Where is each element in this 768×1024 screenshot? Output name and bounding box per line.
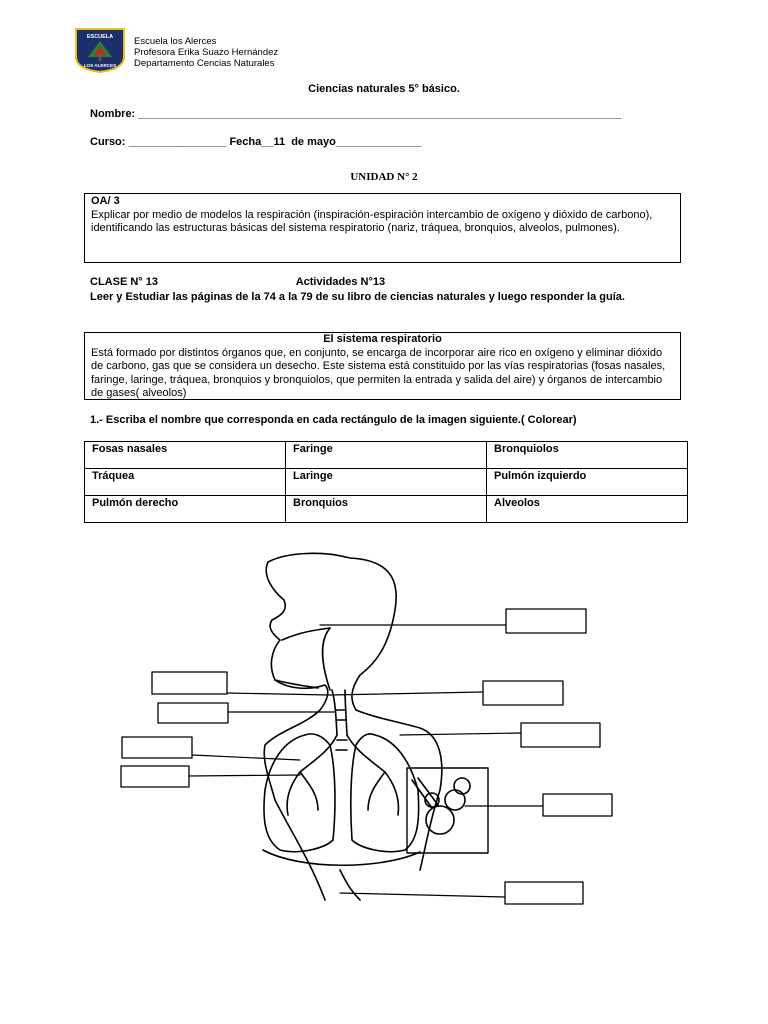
- respiratory-diagram: [118, 548, 618, 910]
- table-cell: Fosas nasales: [85, 442, 286, 469]
- class-number: CLASE N° 13: [90, 276, 158, 288]
- name-field[interactable]: Nombre: _______________________________________________________________________________: [90, 108, 622, 120]
- class-line: [90, 276, 385, 288]
- school-header: [134, 36, 278, 69]
- info-box-title: El sistema respiratorio: [323, 333, 442, 345]
- unit-heading: UNIDAD N° 2: [350, 171, 418, 183]
- table-cell: Laringe: [286, 469, 487, 496]
- table-cell: Alveolos: [487, 496, 688, 523]
- info-box-text: Está formado por distintos órganos que, en conjunto, se encarga de incorporar aire rico en oxígeno y eliminar dióxido de carbono, gas que se considera un desecho. Este sistema está constituido por las vías respiratorias (fosas nasales, faringe, laringe, tráquea, bronquios y bronquiolos, que permiten la entrada y salida del aire) y órganos de intercambio de gases( alveolos): [91, 346, 666, 399]
- department-name: Departamento Cencias Naturales: [134, 58, 275, 69]
- table-cell: Bronquiolos: [487, 442, 688, 469]
- table-cell: Faringe: [286, 442, 487, 469]
- school-logo: [74, 27, 126, 73]
- svg-text:ESCUELA: ESCUELA: [86, 34, 114, 40]
- page-title: Ciencias naturales 5° básico.: [308, 83, 460, 95]
- table-cell: Tráquea: [85, 469, 286, 496]
- objective-label: OA/ 3: [91, 195, 120, 207]
- reading-instruction: Leer y Estudiar las páginas de la 74 a la 79 de su libro de ciencias naturales y luego responder la guía.: [90, 291, 625, 303]
- table-cell: Pulmón izquierdo: [487, 469, 688, 496]
- terms-table: [84, 441, 688, 523]
- table-row: [85, 496, 688, 523]
- course-date-field[interactable]: Curso: ________________ Fecha__11 de mayo______________: [90, 136, 422, 148]
- table-cell: Pulmón derecho: [85, 496, 286, 523]
- question-1: 1.- Escriba el nombre que corresponda en cada rectángulo de la imagen siguiente.( Colorear): [90, 414, 577, 426]
- objective-text: Explicar por medio de modelos la respiración (inspiración-espiración intercambio de oxígeno y dióxido de carbono), identificando las estructuras básicas del sistema respiratorio (nariz, tráquea, bronquios, alveolos, pulmones).: [91, 208, 653, 234]
- teacher-name: Profesora Erika Suazo Hernández: [134, 47, 279, 58]
- info-box: [84, 332, 681, 400]
- table-cell: Bronquios: [286, 496, 487, 523]
- school-name: Escuela los Alerces: [134, 36, 217, 47]
- table-row: [85, 469, 688, 496]
- activities-number: Actividades N°13: [295, 276, 386, 288]
- svg-text:LOS ALERCES: LOS ALERCES: [83, 63, 117, 68]
- objective-box: [84, 193, 681, 263]
- table-row: [85, 442, 688, 469]
